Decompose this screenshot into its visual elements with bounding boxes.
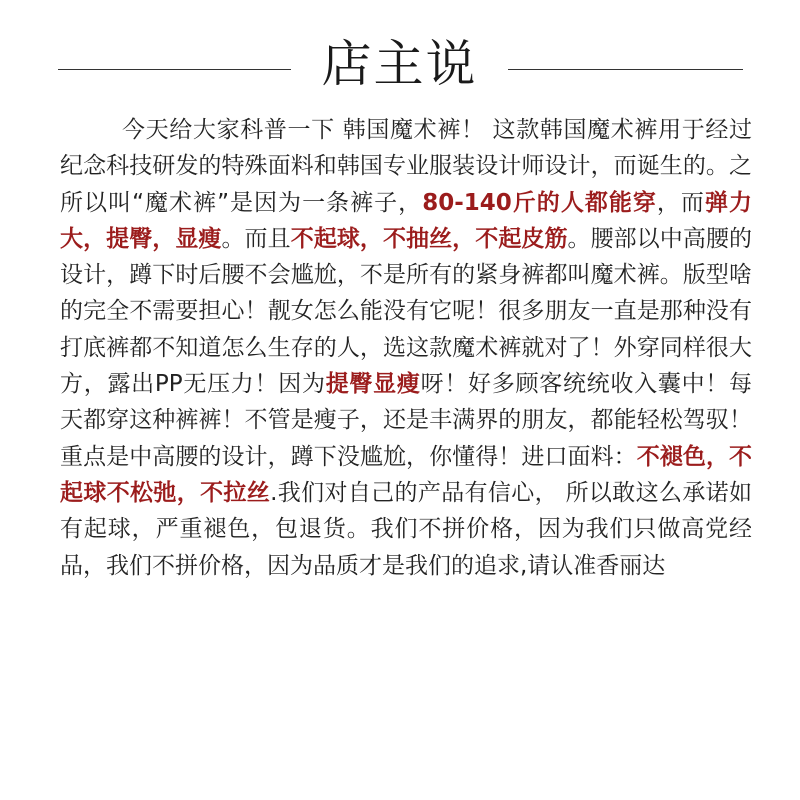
text-run: 今天给大家科普一下 韩国魔术裤！ 这款韩国魔术裤用于经过纪念科技研发的特殊面料和韩国专业服装设计师设计，而诞生的。之所以叫“魔术裤”是因为一条裤子， bbox=[60, 117, 752, 216]
highlight-weight-range: 80-140斤的人都能穿 bbox=[422, 189, 657, 216]
text-run: ，而 bbox=[656, 189, 705, 216]
text-run: 呀！好多顾客统统收入囊中！每天都穿这种裤裤！不管是瘦子，还是丰满界的朋友，都能轻松驾驭！重点是中高腰的设计，蹲下没尴尬，你懂得！进口面料： bbox=[60, 371, 753, 470]
highlight-lift-slim: 提臀显瘦 bbox=[325, 371, 421, 398]
shopkeeper-paragraph bbox=[60, 112, 752, 584]
text-run: .我们对自己的产品有信心， 所以敢这么承诺如有起球，严重褪色，包退货。我们不拼价格，因为我们只做高党经品，我们不拼价格，因为品质才是我们的追求,请认准香丽达 bbox=[60, 479, 753, 579]
highlight-no-pilling: 不起球，不抽丝，不起皮筋 bbox=[290, 225, 568, 252]
text-run: 。而且 bbox=[221, 225, 291, 252]
title-rule-left bbox=[58, 69, 291, 70]
text-run: 。腰部以中高腰的设计，蹲下时后腰不会尴尬，不是所有的紧身裤都叫魔术裤。版型啥的完全不需要担心！靓女怎么能没有它呢！很多朋友一直是那种没有打底裤都不知道怎么生存的人，选这款魔术裤就对了！外穿同样很大方，露出PP无压力！因为 bbox=[60, 225, 753, 398]
highlight-stretch-lift: 弹力大，提臀，显瘦 bbox=[60, 189, 752, 252]
highlight-fabric-quality: 不褪色，不起球不松弛，不拉丝 bbox=[60, 443, 753, 506]
page-title: 店主说 bbox=[321, 35, 478, 93]
title-rule-right bbox=[508, 69, 743, 70]
